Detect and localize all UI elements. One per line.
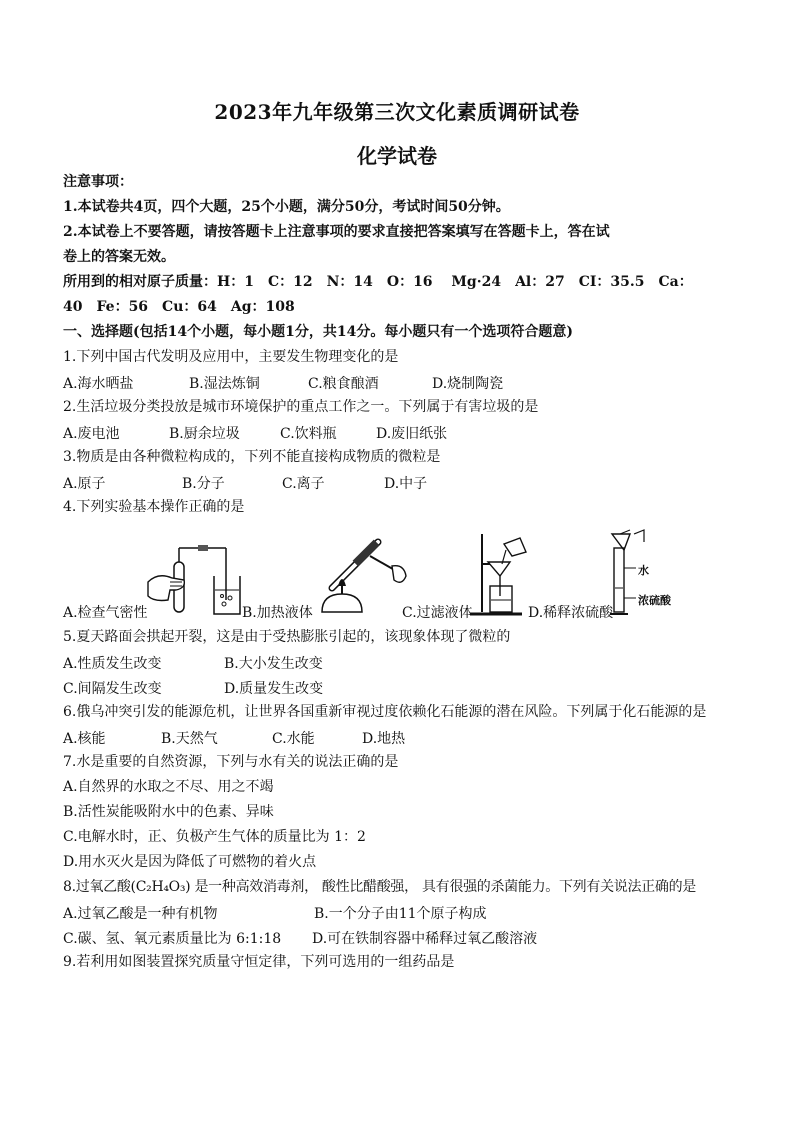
- option-d: D.用水灭火是因为降低了可燃物的着火点: [63, 854, 317, 870]
- notes-heading: 注意事项：: [63, 174, 133, 190]
- airtightness-check-figure: [140, 538, 250, 618]
- option-c: C.离子: [282, 476, 325, 492]
- acid-label: 浓硫酸: [638, 594, 671, 607]
- option-b: B.加热液体: [242, 605, 313, 621]
- question-stem: 5.夏天路面会拱起开裂，这是由于受热膨胀引起的，该现象体现了微粒的: [63, 629, 511, 645]
- option-c: C.电解水时，正、负极产生气体的质量比为 1：2: [63, 829, 366, 845]
- option-d: D.废旧纸张: [376, 426, 448, 442]
- option-d: D.中子: [384, 476, 428, 492]
- option-b: B.大小发生改变: [224, 656, 323, 672]
- question-stem: 4.下列实验基本操作正确的是: [63, 499, 245, 515]
- atomic-mass-line-2: 40 Fe：56 Cu：64 Ag：108: [63, 299, 295, 315]
- option-c: C.过滤液体: [402, 605, 473, 621]
- option-c: C.水能: [272, 731, 315, 747]
- exam-subtitle: 化学试卷: [357, 144, 437, 168]
- question-stem: 1.下列中国古代发明及应用中，主要发生物理变化的是: [63, 349, 399, 365]
- question-stem: 9.若利用如图装置探究质量守恒定律，下列可选用的一组药品是: [63, 954, 455, 970]
- option-a: A.原子: [63, 476, 106, 492]
- question-stem: 3.物质是由各种微粒构成的，下列不能直接构成物质的微粒是: [63, 449, 441, 465]
- notes-item-1: 1.本试卷共4页，四个大题，25个小题，满分50分，考试时间50分钟。: [63, 199, 510, 215]
- option-a: A.自然界的水取之不尽、用之不竭: [63, 779, 274, 795]
- question-stem: 2.生活垃圾分类投放是城市环境保护的重点工作之一。下列属于有害垃圾的是: [63, 399, 539, 415]
- notes-item-2a: 2.本试卷上不要答题，请按答题卡上注意事项的要求直接把答案填写在答题卡上，答在试: [63, 224, 610, 240]
- exam-title: 2023年九年级第三次文化素质调研试卷: [214, 100, 580, 124]
- option-d: D.烧制陶瓷: [432, 376, 504, 392]
- section-heading: 一、选择题(包括14个小题，每小题1分，共14分。每小题只有一个选项符合题意): [63, 324, 573, 340]
- question-stem: 7.水是重要的自然资源，下列与水有关的说法正确的是: [63, 754, 399, 770]
- option-a: A.过氧乙酸是一种有机物: [63, 906, 218, 922]
- option-c: C.间隔发生改变: [63, 681, 162, 697]
- option-a: A.海水晒盐: [63, 376, 134, 392]
- option-d: D.地热: [362, 731, 406, 747]
- option-b: B.天然气: [161, 731, 218, 747]
- atomic-mass-line-1: 所用到的相对原子质量：H：1 C：12 N：14 O：16 Mg·24 Al：27 CI：35.5 Ca：: [63, 274, 693, 290]
- question-stem: 8.过氧乙酸(C₂H₄O₃) 是一种高效消毒剂， 酸性比醋酸强， 具有很强的杀菌能力。下列有关说法正确的是: [63, 879, 696, 895]
- option-d: D.稀释浓硫酸: [528, 605, 614, 621]
- option-c: C.碳、氢、氧元素质量比为 6:1:18: [63, 931, 282, 947]
- option-c: C.粮食酿酒: [308, 376, 379, 392]
- option-b: B.活性炭能吸附水中的色素、异味: [63, 804, 274, 820]
- heating-liquid-figure: [312, 532, 412, 622]
- water-label: 水: [638, 564, 649, 577]
- option-b: B.一个分子由11个原子构成: [314, 906, 487, 922]
- notes-item-2b: 卷上的答案无效。: [63, 249, 175, 265]
- option-c: C.饮料瓶: [280, 426, 337, 442]
- option-b: B.湿法炼铜: [189, 376, 260, 392]
- option-d: D.质量发生改变: [224, 681, 324, 697]
- option-b: B.厨余垃圾: [169, 426, 240, 442]
- option-d: D.可在铁制容器中稀释过氧乙酸溶液: [312, 931, 538, 947]
- option-a: A.核能: [63, 731, 106, 747]
- option-b: B.分子: [182, 476, 225, 492]
- question-stem: 6.俄乌冲突引发的能源危机，让世界各国重新审视过度依赖化石能源的潜在风险。下列属于化石能源的是: [63, 704, 707, 720]
- option-a: A.性质发生改变: [63, 656, 162, 672]
- option-a: A.废电池: [63, 426, 120, 442]
- option-a: A.检查气密性: [63, 605, 148, 621]
